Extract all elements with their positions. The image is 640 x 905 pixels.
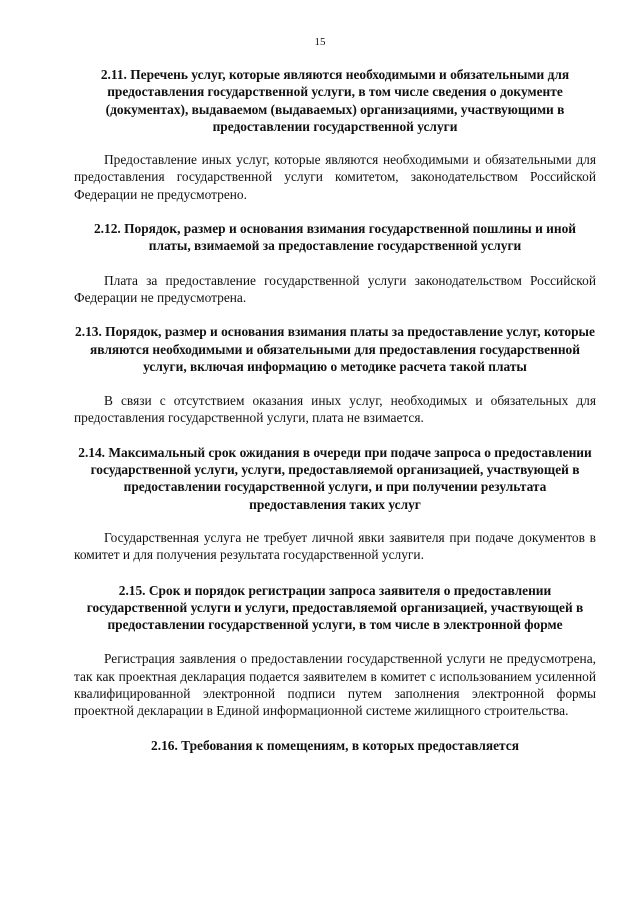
- section-heading-2-15: 2.15. Срок и порядок регистрации запроса заявителя о предоставлении государственной услуги и услуги, предоставляемой организацией, участвующей в предоставлении государственной услуги, в том числе в электронной форме: [86, 582, 584, 633]
- section-body-2-13: В связи с отсутствием оказания иных услуг, необходимых и обязательных для предоставления государственной услуги, плата не взимается.: [74, 393, 596, 426]
- section-body-2-11: Предоставление иных услуг, которые являются необходимыми и обязательными для предоставления государственной услуги комитетом, законодательством Российской Федерации не предусмотрено.: [74, 152, 596, 202]
- document-body: [74, 66, 596, 754]
- section-body-2-14: Государственная услуга не требует личной явки заявителя при подаче документов в комитет и для получения результата государственной услуги.: [74, 529, 596, 563]
- section-heading-2-11: 2.11. Перечень услуг, которые являются необходимыми и обязательными для предоставления государственной услуги, в том числе сведения о документе (документах), выдаваемом (выдаваемых) организациями, участвующими в предоставлении государственной услуги: [100, 67, 570, 134]
- section-body-2-12: Плата за предоставление государственной услуги законодательством Российской Федерации не предусмотрена.: [74, 272, 596, 305]
- section-heading-2-13: 2.13. Порядок, размер и основания взимания платы за предоставление услуг, которые являются необходимыми и обязательными для предоставления государственной услуги, включая информацию о методике расчета такой платы: [75, 324, 595, 374]
- section-body-2-15: Регистрация заявления о предоставлении государственной услуги не предусмотрена, так как проектная декларация подается заявителем в комитет с использованием усиленной квалифицированной электронной подписи путем заполнения электронной формы проектной декларации в Единой информационной системе жилищного строительства.: [74, 651, 596, 719]
- section-heading-2-16: 2.16. Требования к помещениям, в которых предоставляется: [151, 737, 519, 753]
- section-heading-2-12: 2.12. Порядок, размер и основания взимания государственной пошлины и иной платы, взимаемой за предоставление государственной услуги: [93, 221, 577, 254]
- page-number: 15: [314, 36, 326, 48]
- section-heading-2-14: 2.14. Максимальный срок ожидания в очереди при подаче запроса о предоставлении государственной услуги, услуги, предоставляемой организацией, участвующей в предоставлении государственной услуги, и при получении результата предоставления таких услуг: [78, 444, 592, 512]
